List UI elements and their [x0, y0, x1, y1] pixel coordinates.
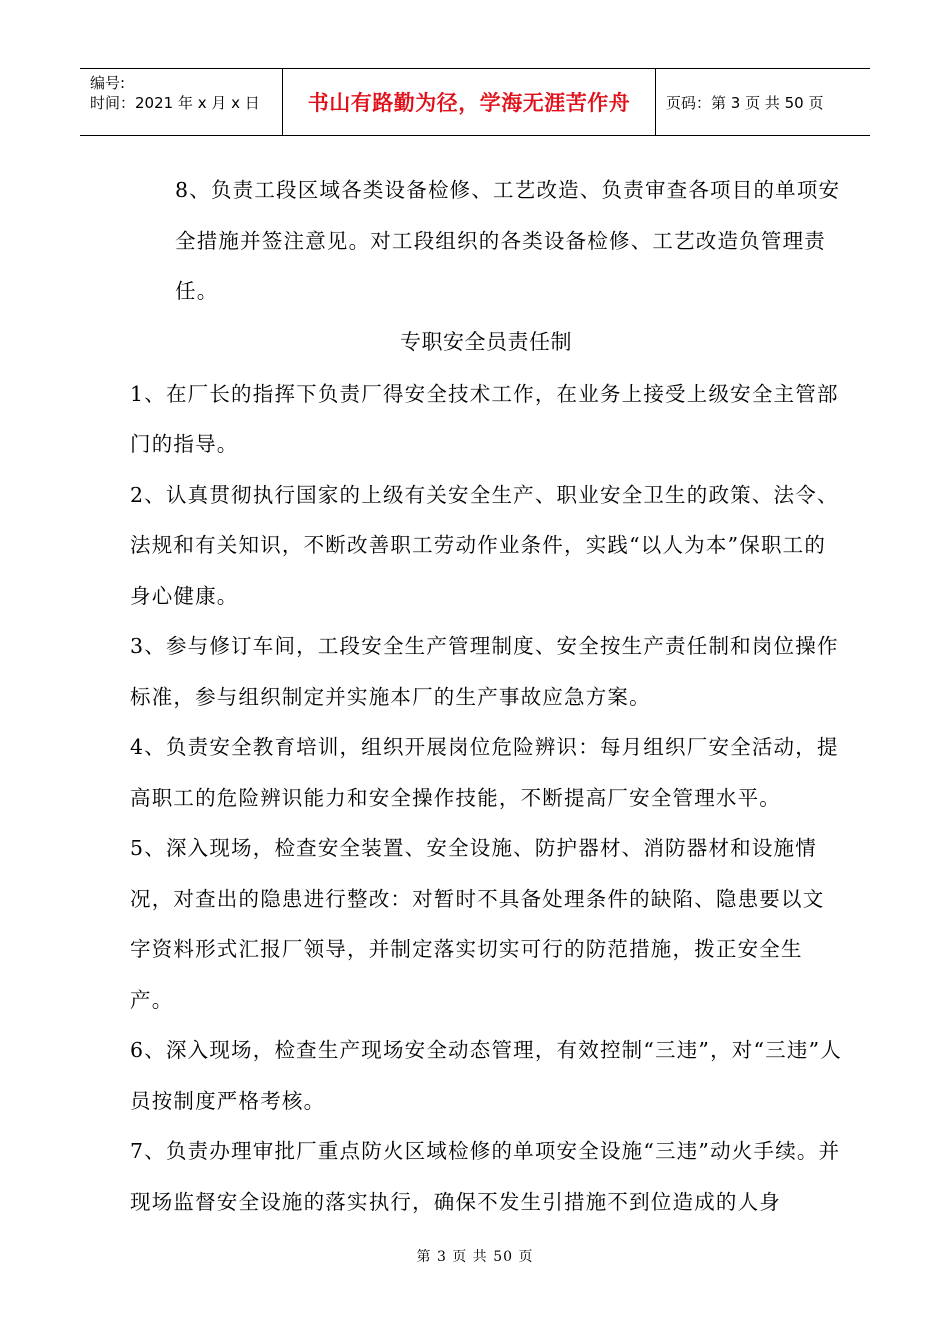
- paragraph-3: 3、参与修订车间，工段安全生产管理制度、安全按生产责任制和岗位操作标准，参与组织制定并实施本厂的生产事故应急方案。: [130, 634, 839, 709]
- document-date: 时间：2021 年 x 月 x 日: [90, 94, 260, 112]
- paragraph-4: 4、负责安全教育培训，组织开展岗位危险辨识：每月组织厂安全活动，提高职工的危险辨识能力和安全操作技能，不断提高厂安全管理水平。: [130, 735, 839, 810]
- paragraph-6: 6、深入现场，检查生产现场安全动态管理，有效控制“三违”，对“三违”人员按制度严格考核。: [130, 1038, 842, 1113]
- paragraph-7: 7、负责办理审批厂重点防火区域检修的单项安全设施“三违”动火手续。并现场监督安全设施的落实执行，确保不发生引措施不到位造成的人身: [130, 1139, 841, 1214]
- document-number-label: 编号:: [90, 74, 126, 92]
- paragraph-5: 5、深入现场，检查安全装置、安全设施、防护器材、消防器材和设施情况，对查出的隐患进行整改：对暂时不具备处理条件的缺陷、隐患要以文字资料形式汇报厂领导，并制定落实切实可行的防范措施，拨正安全生产。: [130, 836, 825, 1012]
- intro-paragraph: 8、负责工段区域各类设备检修、工艺改造、负责审查各项目的单项安全措施并签注意见。对工段组织的各类设备检修、工艺改造负管理责任。: [175, 178, 841, 303]
- section-title: 专职安全员责任制: [400, 329, 572, 354]
- paragraph-2: 2、认真贯彻执行国家的上级有关安全生产、职业安全卫生的政策、法令、法规和有关知识，不断改善职工劳动作业条件，实践“以人为本”保职工的身心健康。: [130, 482, 839, 608]
- paragraph-1: 1、在厂长的指挥下负责厂得安全技术工作，在业务上接受上级安全主管部门的指导。: [130, 381, 839, 456]
- header-motto: 书山有路勤为径，学海无涯苦作舟: [283, 69, 656, 135]
- page-footer: 第 3 页 共 50 页: [416, 1249, 534, 1265]
- header-meta: [80, 69, 283, 135]
- document-header: [80, 68, 870, 136]
- document-body: [130, 165, 842, 1227]
- header-page-info: 页码：第 3 页 共 50 页: [666, 93, 824, 112]
